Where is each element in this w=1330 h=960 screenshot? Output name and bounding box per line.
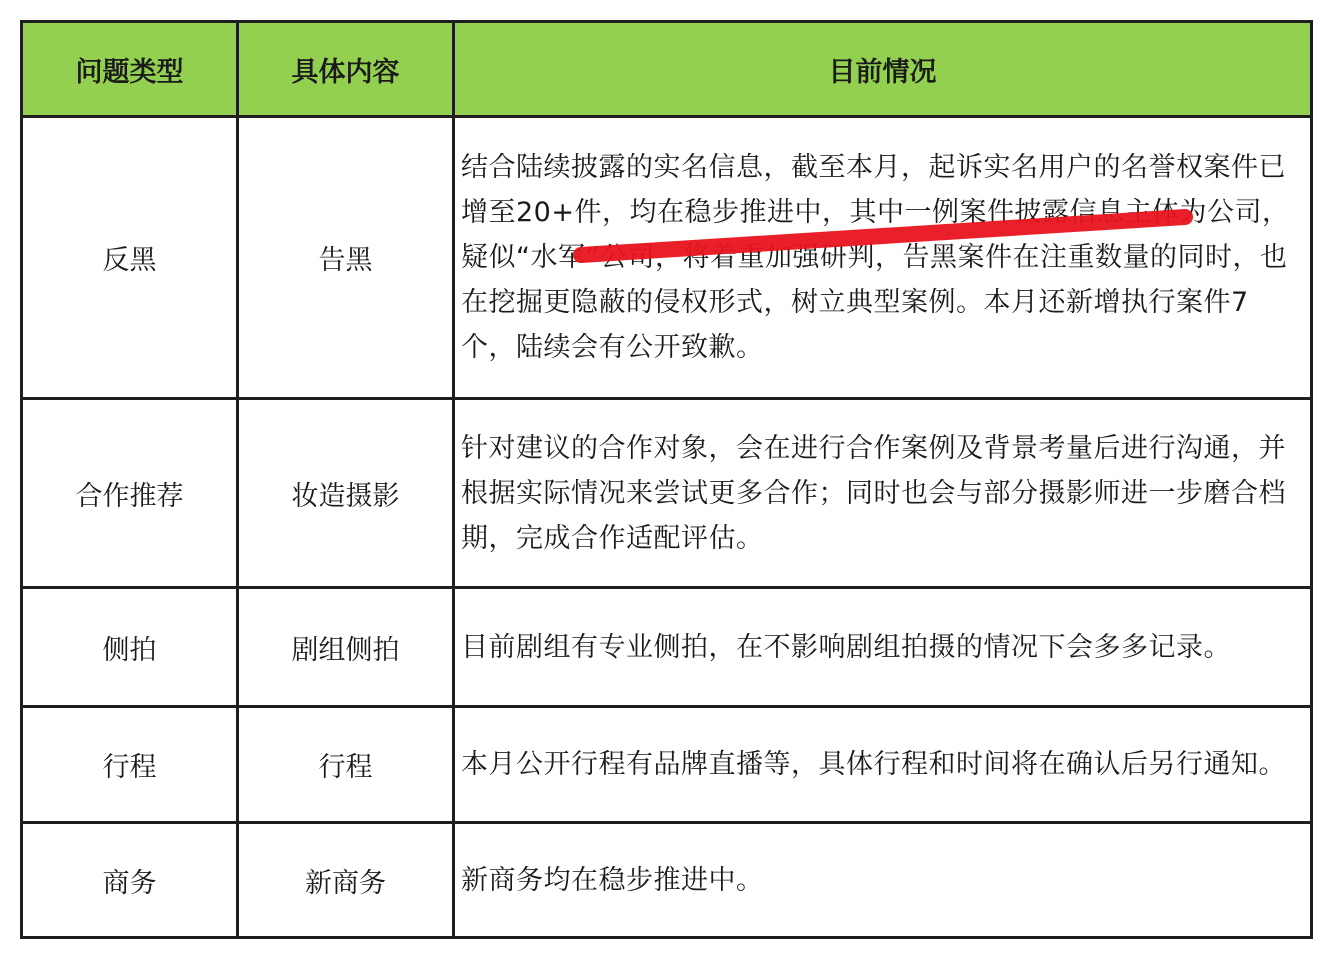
table-row	[22, 399, 1312, 588]
row-desc-cell	[454, 117, 1312, 399]
table-row	[22, 823, 1312, 938]
row-desc-cell: 新商务均在稳步推进中。	[454, 823, 1312, 938]
row-item-cell: 剧组侧拍	[238, 588, 454, 707]
row-item-cell: 新商务	[238, 823, 454, 938]
row-desc-wrapper	[461, 145, 1296, 370]
header-content: 具体内容	[238, 22, 454, 117]
row-desc-cell: 目前剧组有专业侧拍，在不影响剧组拍摄的情况下会多多记录。	[454, 588, 1312, 707]
row-desc-cell: 本月公开行程有品牌直播等，具体行程和时间将在确认后另行通知。	[454, 707, 1312, 823]
row-item-cell: 行程	[238, 707, 454, 823]
row-desc-text: 结合陆续披露的实名信息，截至本月，起诉实名用户的名誉权案件已增至20+件，均在稳步推进中，其中一例案件披露信息主体为公司，疑似“水军”公司，将着重加强研判，告黑案件在注重数量的同时，也在挖掘更隐蔽的侵权形式，树立典型案例。本月还新增执行案件7个，陆续会有公开致歉。	[461, 152, 1290, 363]
status-table	[20, 20, 1313, 939]
header-issue-type: 问题类型	[22, 22, 238, 117]
row-type-cell: 商务	[22, 823, 238, 938]
table-header-row	[22, 22, 1312, 117]
row-type-cell: 侧拍	[22, 588, 238, 707]
row-type-cell: 行程	[22, 707, 238, 823]
table-row	[22, 117, 1312, 399]
row-desc-cell: 针对建议的合作对象，会在进行合作案例及背景考量后进行沟通，并根据实际情况来尝试更多合作；同时也会与部分摄影师进一步磨合档期，完成合作适配评估。	[454, 399, 1312, 588]
table-row	[22, 707, 1312, 823]
row-type-cell: 合作推荐	[22, 399, 238, 588]
header-status: 目前情况	[454, 22, 1312, 117]
status-table-container	[20, 20, 1310, 938]
row-item-cell: 告黑	[238, 117, 454, 399]
row-item-cell: 妆造摄影	[238, 399, 454, 588]
table-row	[22, 588, 1312, 707]
row-type-cell: 反黑	[22, 117, 238, 399]
